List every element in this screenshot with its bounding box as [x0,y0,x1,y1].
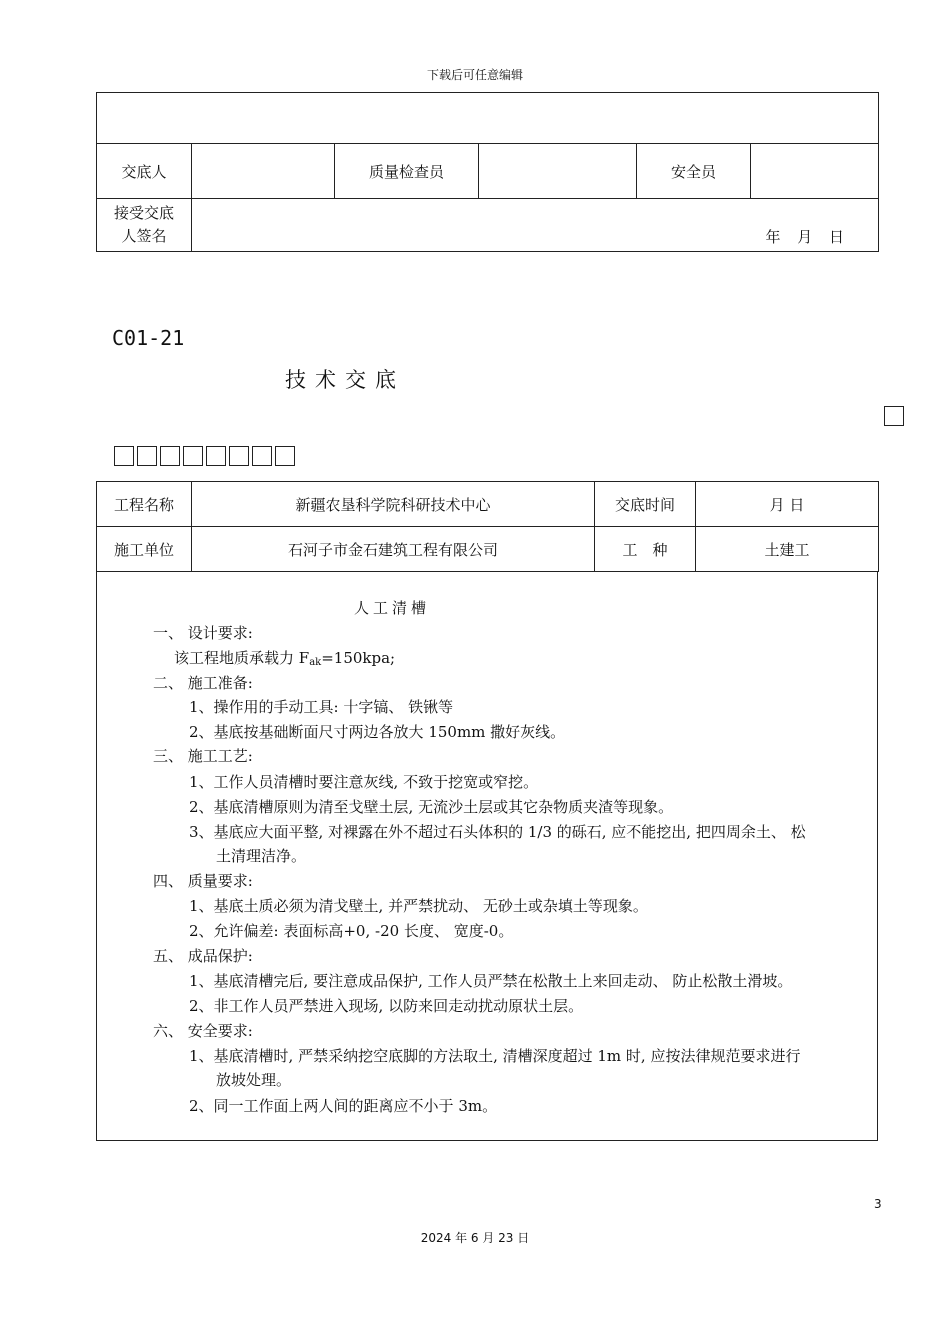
project-name-label: 工程名称 [97,482,192,527]
handover-time-label: 交底时间 [595,482,696,527]
list-item: 1、操作用的手动工具: 十字镐、 铁锹等 [189,698,454,716]
list-item: 1、基底清槽时, 严禁采纳挖空底脚的方法取土, 清槽深度超过 1m 时, 应按法律规范要求进行 [189,1047,801,1065]
handover-time-value: 月 日 [696,482,879,527]
receiver-signature-field[interactable] [192,199,879,252]
checkbox[interactable] [275,446,295,466]
list-item: 2、同一工作面上两人间的距离应不小于 3m。 [189,1097,498,1115]
bearing-capacity-text [174,647,395,668]
handover-signature-field[interactable] [192,144,335,199]
handover-label: 交底人 [97,144,192,199]
section-heading: 一、 设计要求: [153,624,253,642]
construction-unit-label: 施工单位 [97,527,192,572]
section-heading: 三、 施工工艺: [153,747,253,765]
signature-table [96,92,879,252]
safety-officer-field[interactable] [751,144,879,199]
trade-label: 工 种 [595,527,696,572]
section-heading: 六、 安全要求: [153,1022,253,1040]
trade-value: 土建工 [696,527,879,572]
receiver-signature-label [97,199,192,252]
section-heading: 五、 成品保护: [153,947,253,965]
list-item-continuation: 放坡处理。 [216,1071,292,1089]
disclosure-content [96,571,878,1141]
project-info-table [96,481,879,572]
date-stub: 年 月 日 [765,228,851,246]
safety-officer-label: 安全员 [637,144,751,199]
receiver-label-line1: 接受交底 [113,204,174,222]
content-title: 人工清槽 [353,599,430,617]
subscript: ak [309,657,322,668]
header-note: 下载后可任意编辑 [426,68,523,82]
list-item: 2、基底按基础断面尺寸两边各放大 150mm 撒好灰线。 [189,723,566,741]
checkbox[interactable] [114,446,134,466]
receiver-label-line2: 人签名 [121,227,167,245]
text-part: 该工程地质承载力 F [174,649,310,667]
list-item: 2、非工作人员严禁进入现场, 以防来回走动扰动原状土层。 [189,997,584,1015]
document-title: 技术交底 [285,368,405,392]
list-item: 2、允许偏差: 表面标高+0, -20 长度、 宽度-0。 [189,922,514,940]
text-part: =150kpa; [321,649,396,667]
list-item: 1、基底清槽完后, 要注意成品保护, 工作人员严禁在松散土上来回走动、 防止松散土滑坡。 [189,972,793,990]
construction-unit-value: 石河子市金石建筑工程有限公司 [192,527,595,572]
checkbox[interactable] [160,446,180,466]
checkbox[interactable] [884,406,904,426]
list-item-continuation: 土清理洁净。 [216,847,307,865]
checkbox[interactable] [252,446,272,466]
list-item: 1、工作人员清槽时要注意灰线, 不致于挖宽或窄挖。 [189,773,539,791]
checkbox[interactable] [137,446,157,466]
checkbox[interactable] [206,446,226,466]
qc-inspector-field[interactable] [479,144,637,199]
footer-date: 2024 年 6 月 23 日 [420,1231,530,1245]
checkbox[interactable] [183,446,203,466]
page-number: 3 [874,1197,882,1211]
document-code: C01-21 [112,326,185,350]
project-name-value: 新疆农垦科学院科研技术中心 [192,482,595,527]
list-item: 3、基底应大面平整, 对裸露在外不超过石头体积的 1/3 的砾石, 应不能挖出, 把四周余土、 松 [189,823,806,841]
checkbox-row [114,446,298,466]
checkbox[interactable] [229,446,249,466]
blank-cell [97,93,879,144]
section-heading: 四、 质量要求: [153,872,253,890]
list-item: 1、基底土质必须为清戈壁土, 并严禁扰动、 无砂土或杂填土等现象。 [189,897,648,915]
qc-inspector-label: 质量检查员 [335,144,479,199]
list-item: 2、基底清槽原则为清至戈壁土层, 无流沙土层或其它杂物质夹渣等现象。 [189,798,674,816]
section-heading: 二、 施工准备: [153,674,253,692]
